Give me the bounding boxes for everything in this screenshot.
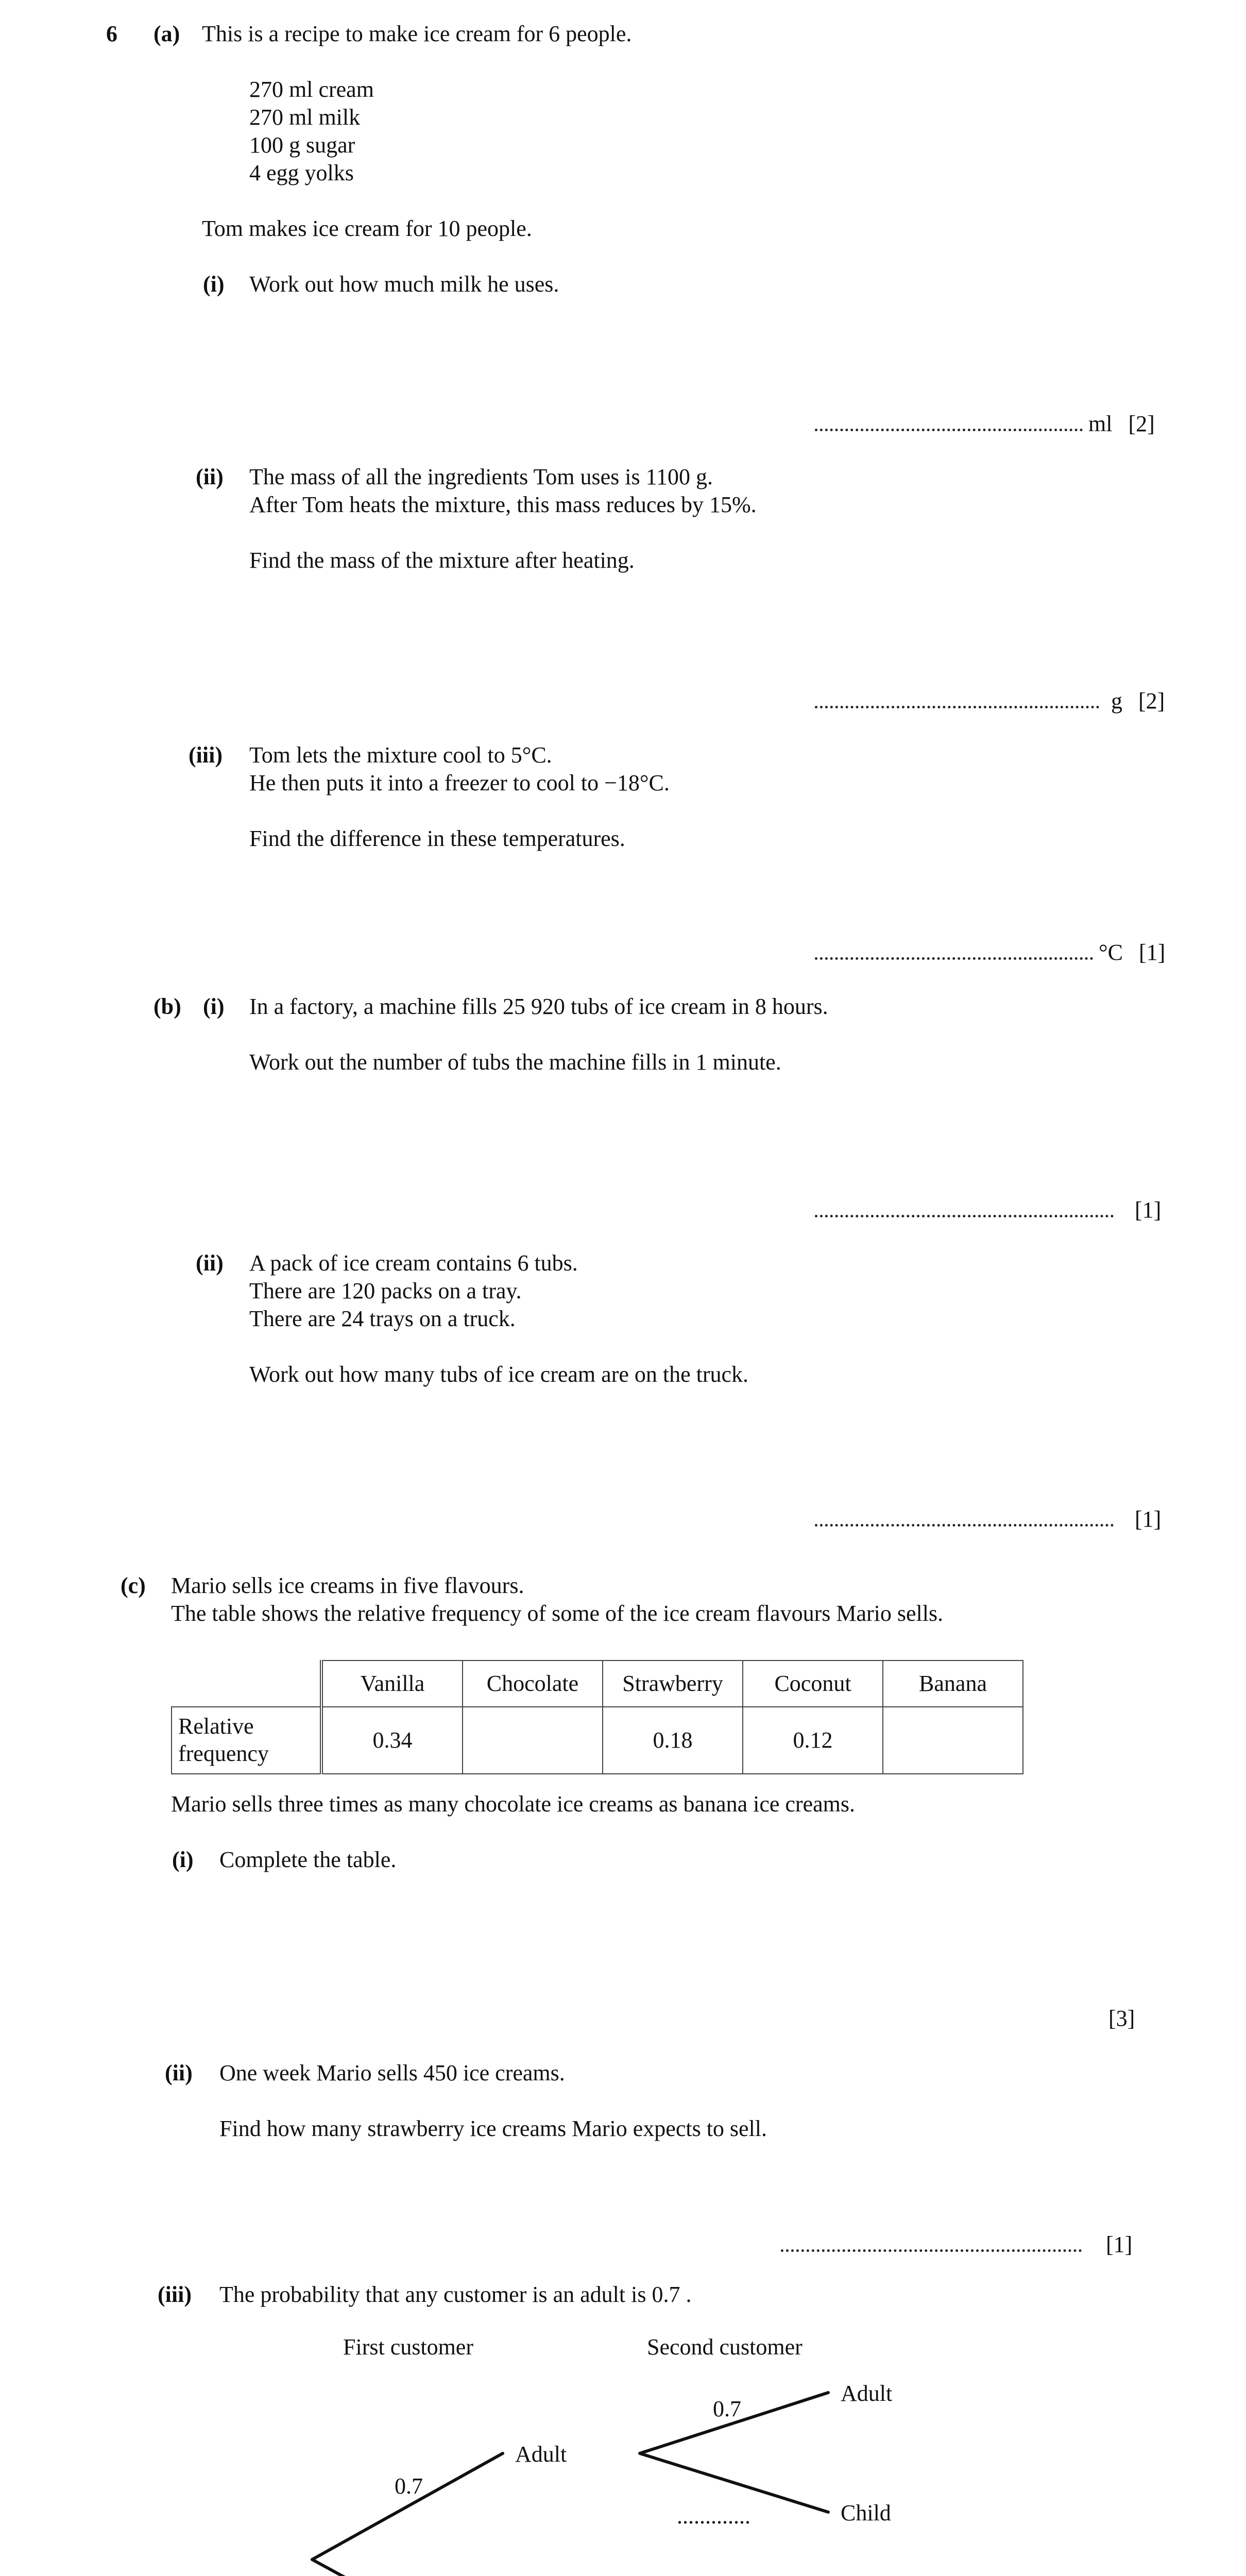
- part-aiii-line3: Find the difference in these temperatures.: [249, 826, 625, 851]
- question-number: 6: [106, 21, 117, 46]
- ingredient-sugar: 100 g sugar: [249, 132, 355, 158]
- part-ai-label: (i): [203, 272, 225, 297]
- part-aii-line3: Find the mass of the mixture after heating.: [249, 548, 635, 573]
- part-ci-label: (i): [172, 1847, 194, 1872]
- part-cii-line2: Find how many strawberry ice creams Mario expects to sell.: [219, 2116, 767, 2141]
- part-bi-line1: In a factory, a machine fills 25 920 tubs of ice cream in 8 hours.: [249, 994, 828, 1019]
- node-first-adult: Adult: [515, 2442, 567, 2467]
- part-bii-label: (ii): [196, 1250, 224, 1276]
- part-b-label: (b): [153, 994, 181, 1019]
- tree-heading-first: First customer: [343, 2334, 473, 2360]
- marks-aiii: [1]: [1138, 940, 1166, 965]
- unit-ml: ml: [1088, 411, 1113, 436]
- unit-degrees-c: °C: [1099, 940, 1123, 965]
- marks-ci: [3]: [1108, 2006, 1135, 2031]
- prob-first-adult: 0.7: [395, 2473, 423, 2499]
- ingredient-cream: 270 ml cream: [249, 77, 374, 102]
- unit-g: g: [1111, 688, 1122, 714]
- table-cell-strawberry: 0.18: [603, 1707, 743, 1774]
- part-a-label: (a): [153, 21, 180, 46]
- part-bii-line3: There are 24 trays on a truck.: [249, 1306, 516, 1331]
- part-aii-line2: After Tom heats the mixture, this mass reduces by 15%.: [249, 492, 757, 517]
- prob-second-adult-upper: 0.7: [713, 2396, 741, 2421]
- part-cii-label: (ii): [165, 2060, 193, 2086]
- part-bii-line1: A pack of ice cream contains 6 tubs.: [249, 1250, 578, 1276]
- branch-first-child: [312, 2560, 503, 2576]
- part-a-intro: This is a recipe to make ice cream for 6 people.: [202, 21, 632, 46]
- table-row-label: Relative frequency: [172, 1707, 321, 1774]
- prob-second-child-upper-blank[interactable]: .............: [677, 2503, 750, 2529]
- part-aii-line1: The mass of all the ingredients Tom uses is 1100 g.: [249, 464, 713, 489]
- table-header-cell: Coconut: [743, 1660, 883, 1707]
- part-c-line1: Mario sells ice creams in five flavours.: [171, 1573, 524, 1598]
- part-ciii-label: (iii): [158, 2282, 192, 2307]
- marks-bi: [1]: [1135, 1197, 1162, 1223]
- table-header-cell: Strawberry: [603, 1660, 743, 1707]
- tree-heading-second: Second customer: [647, 2334, 803, 2360]
- table-header-cell: Banana: [883, 1660, 1023, 1707]
- part-ciii-text: The probability that any customer is an adult is 0.7 .: [219, 2282, 692, 2307]
- part-bii-line2: There are 120 packs on a tray.: [249, 1278, 522, 1303]
- node-second-child-upper: Child: [841, 2500, 891, 2526]
- part-bi-line2: Work out the number of tubs the machine fills in 1 minute.: [249, 1049, 781, 1075]
- table-cell-coconut: 0.12: [743, 1707, 883, 1774]
- tom-statement: Tom makes ice cream for 10 people.: [202, 216, 532, 241]
- part-cii-line1: One week Mario sells 450 ice creams.: [219, 2060, 565, 2086]
- part-bi-label: (i): [203, 994, 225, 1019]
- part-aii-label: (ii): [196, 464, 224, 489]
- ingredient-milk: 270 ml milk: [249, 105, 361, 130]
- marks-bii: [1]: [1135, 1506, 1162, 1532]
- marks-ai: [2]: [1128, 411, 1155, 436]
- table-header-cell: Chocolate: [463, 1660, 603, 1707]
- part-c-label: (c): [121, 1573, 146, 1598]
- node-second-adult-upper: Adult: [841, 2381, 893, 2406]
- ingredient-egg-yolks: 4 egg yolks: [249, 160, 354, 185]
- part-c-line2: The table shows the relative frequency of some of the ice cream flavours Mario sells.: [171, 1601, 944, 1626]
- part-bii-line4: Work out how many tubs of ice cream are on the truck.: [249, 1362, 749, 1387]
- table-header-cell: Vanilla: [321, 1660, 463, 1707]
- part-ai-text: Work out how much milk he uses.: [249, 272, 559, 297]
- part-ci-text: Complete the table.: [219, 1847, 397, 1872]
- marks-cii: [1]: [1106, 2232, 1133, 2257]
- marks-aii: [2]: [1138, 688, 1165, 714]
- part-aiii-line2: He then puts it into a freezer to cool to −18°C.: [249, 770, 670, 795]
- table-cell-vanilla: 0.34: [321, 1707, 463, 1774]
- part-aiii-label: (iii): [189, 742, 223, 768]
- part-c-statement: Mario sells three times as many chocolate ice creams as banana ice creams.: [171, 1791, 855, 1817]
- branch-first-adult: [312, 2453, 503, 2560]
- part-aiii-line1: Tom lets the mixture cool to 5°C.: [249, 742, 552, 768]
